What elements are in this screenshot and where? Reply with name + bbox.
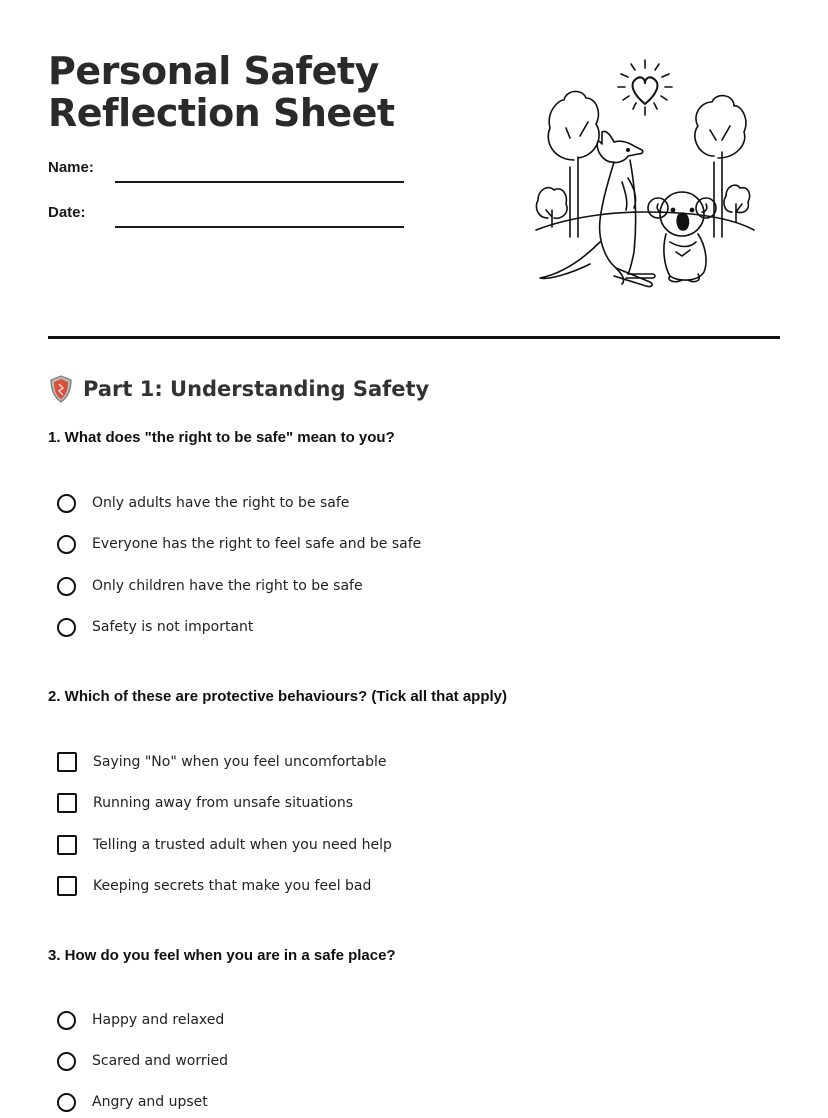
question-2: 2. Which of these are protective behaviours? (Tick all that apply) bbox=[48, 688, 508, 705]
title-line-1: Personal Safety bbox=[48, 49, 379, 93]
radio-button[interactable] bbox=[57, 1093, 76, 1112]
section-1-title: Part 1: Understanding Safety bbox=[83, 377, 430, 401]
option-label: Only adults have the right to be safe bbox=[92, 495, 350, 511]
q2-option-4[interactable] bbox=[57, 874, 371, 898]
checkbox[interactable] bbox=[57, 752, 77, 772]
shield-icon bbox=[48, 374, 74, 404]
date-label: Date: bbox=[48, 204, 86, 221]
question-3: 3. How do you feel when you are in a safe place? bbox=[48, 947, 396, 964]
radio-button[interactable] bbox=[57, 1052, 76, 1071]
q2-option-1[interactable] bbox=[57, 750, 387, 774]
date-input-line[interactable] bbox=[115, 226, 404, 228]
page-title bbox=[48, 50, 395, 134]
radio-button[interactable] bbox=[57, 577, 76, 596]
option-label: Telling a trusted adult when you need help bbox=[93, 837, 392, 853]
name-label: Name: bbox=[48, 159, 94, 176]
option-label: Everyone has the right to feel safe and be safe bbox=[92, 536, 422, 552]
radio-button[interactable] bbox=[57, 618, 76, 637]
date-field[interactable] bbox=[48, 204, 408, 234]
q1-option-1[interactable] bbox=[57, 491, 349, 515]
question-1: 1. What does "the right to be safe" mean to you? bbox=[48, 429, 395, 446]
option-label: Safety is not important bbox=[92, 619, 254, 635]
radio-button[interactable] bbox=[57, 535, 76, 554]
radio-button[interactable] bbox=[57, 494, 76, 513]
option-label: Keeping secrets that make you feel bad bbox=[93, 878, 372, 894]
name-input-line[interactable] bbox=[115, 181, 404, 183]
checkbox[interactable] bbox=[57, 835, 77, 855]
q2-option-3[interactable] bbox=[57, 833, 392, 857]
q3-option-1[interactable] bbox=[57, 1008, 224, 1032]
kangaroo-koala-illustration bbox=[530, 52, 760, 302]
checkbox[interactable] bbox=[57, 793, 77, 813]
q3-option-3[interactable] bbox=[57, 1090, 208, 1114]
q1-option-4[interactable] bbox=[57, 615, 253, 639]
q1-option-3[interactable] bbox=[57, 574, 363, 598]
option-label: Saying "No" when you feel uncomfortable bbox=[93, 754, 387, 770]
option-label: Angry and upset bbox=[92, 1094, 208, 1110]
q3-option-2[interactable] bbox=[57, 1049, 228, 1073]
name-field[interactable] bbox=[48, 159, 408, 189]
radio-button[interactable] bbox=[57, 1011, 76, 1030]
option-label: Happy and relaxed bbox=[92, 1012, 225, 1028]
koala-drawing bbox=[648, 192, 716, 282]
heart-sun-icon bbox=[618, 60, 672, 115]
option-label: Only children have the right to be safe bbox=[92, 578, 363, 594]
title-line-2: Reflection Sheet bbox=[48, 91, 395, 135]
q2-option-2[interactable] bbox=[57, 791, 353, 815]
q1-option-2[interactable] bbox=[57, 532, 421, 556]
option-label: Running away from unsafe situations bbox=[93, 795, 354, 811]
header-divider bbox=[48, 336, 780, 339]
checkbox[interactable] bbox=[57, 876, 77, 896]
option-label: Scared and worried bbox=[92, 1053, 229, 1069]
section-1-heading bbox=[48, 372, 429, 406]
